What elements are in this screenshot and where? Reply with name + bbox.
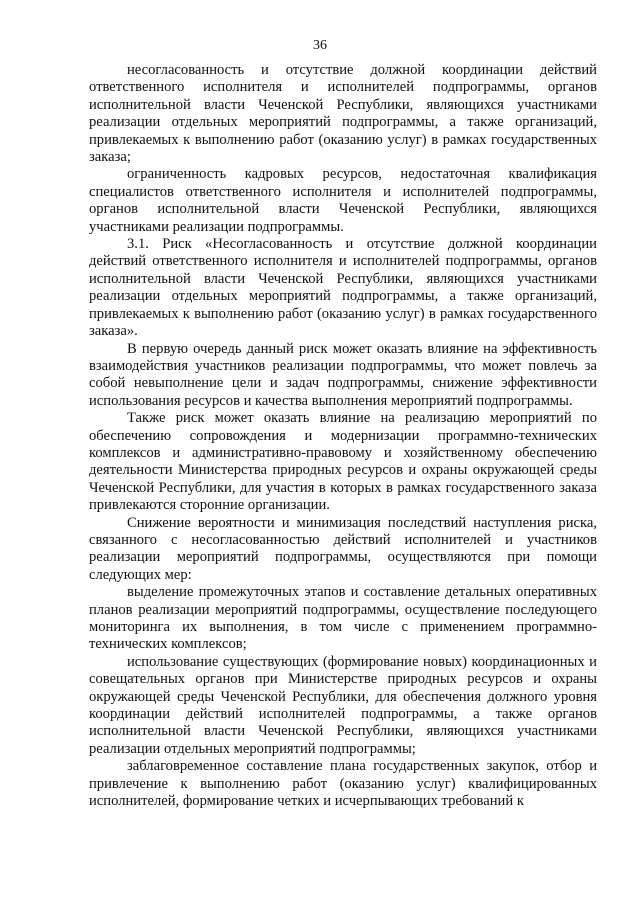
paragraph-7: выделение промежуточных этапов и составление детальных оперативных планов реализации мероприятий подпрограммы, осуществление последующего мониторинга их выполнения, в том числе с применением программно-технических комплексов; — [89, 584, 597, 653]
page-number: 36 — [313, 38, 327, 53]
page-body — [89, 62, 597, 810]
paragraph-8: использование существующих (формирование новых) координационных и совещательных органов при Министерстве природных ресурсов и охраны окружающей среды Чеченской Республики, для обеспечения должного уровня координации действий исполнителей подпрограммы, а также органов исполнительной власти Чеченской Республики, являющихся участниками реализации отдельных мероприятий подпрограммы; — [89, 653, 597, 757]
paragraph-3: 3.1. Риск «Несогласованность и отсутствие должной координации действий ответственного исполнителя и исполнителей подпрограммы, органов исполнительной власти Чеченской Республики, являющихся участниками реализации отдельных мероприятий подпрограммы, а также организаций, привлекаемых к выполнению работ (оказанию услуг) в рамках государственного заказа». — [89, 236, 597, 340]
paragraph-5: Также риск может оказать влияние на реализацию мероприятий по обеспечению сопровождения и модернизации программно-технических комплексов и административно-правовому и хозяйственному обеспечению деятельности Министерства природных ресурсов и охраны окружающей среды Чеченской Республики, для участия в которых в рамках государственного заказа привлекаются сторонние организации. — [89, 410, 597, 514]
paragraph-9: заблаговременное составление плана государственных закупок, отбор и привлечение к выполнению работ (оказанию услуг) квалифицированных исполнителей, формирование четких и исчерпывающих требований к — [89, 758, 597, 810]
paragraph-1: несогласованность и отсутствие должной координации действий ответственного исполнителя и исполнителей подпрограммы, органов исполнительной власти Чеченской Республики, являющихся участниками реализации отдельных мероприятий подпрограммы, а также организаций, привлекаемых к выполнению работ (оказанию услуг) в рамках государственных заказа; — [89, 62, 597, 166]
paragraph-2: ограниченность кадровых ресурсов, недостаточная квалификация специалистов ответственного исполнителя и исполнителей подпрограммы, органов исполнительной власти Чеченской Республики, являющихся участниками реализации подпрограммы. — [89, 166, 597, 235]
paragraph-6: Снижение вероятности и минимизация последствий наступления риска, связанного с несогласованностью действий исполнителей и участников реализации мероприятий подпрограммы, осуществляются при помощи следующих мер: — [89, 514, 597, 583]
paragraph-4: В первую очередь данный риск может оказать влияние на эффективность взаимодействия участников реализации подпрограммы, что может повлечь за собой невыполнение цели и задач подпрограммы, снижение эффективности использования ресурсов и качества выполнения мероприятий подпрограммы. — [89, 340, 597, 409]
